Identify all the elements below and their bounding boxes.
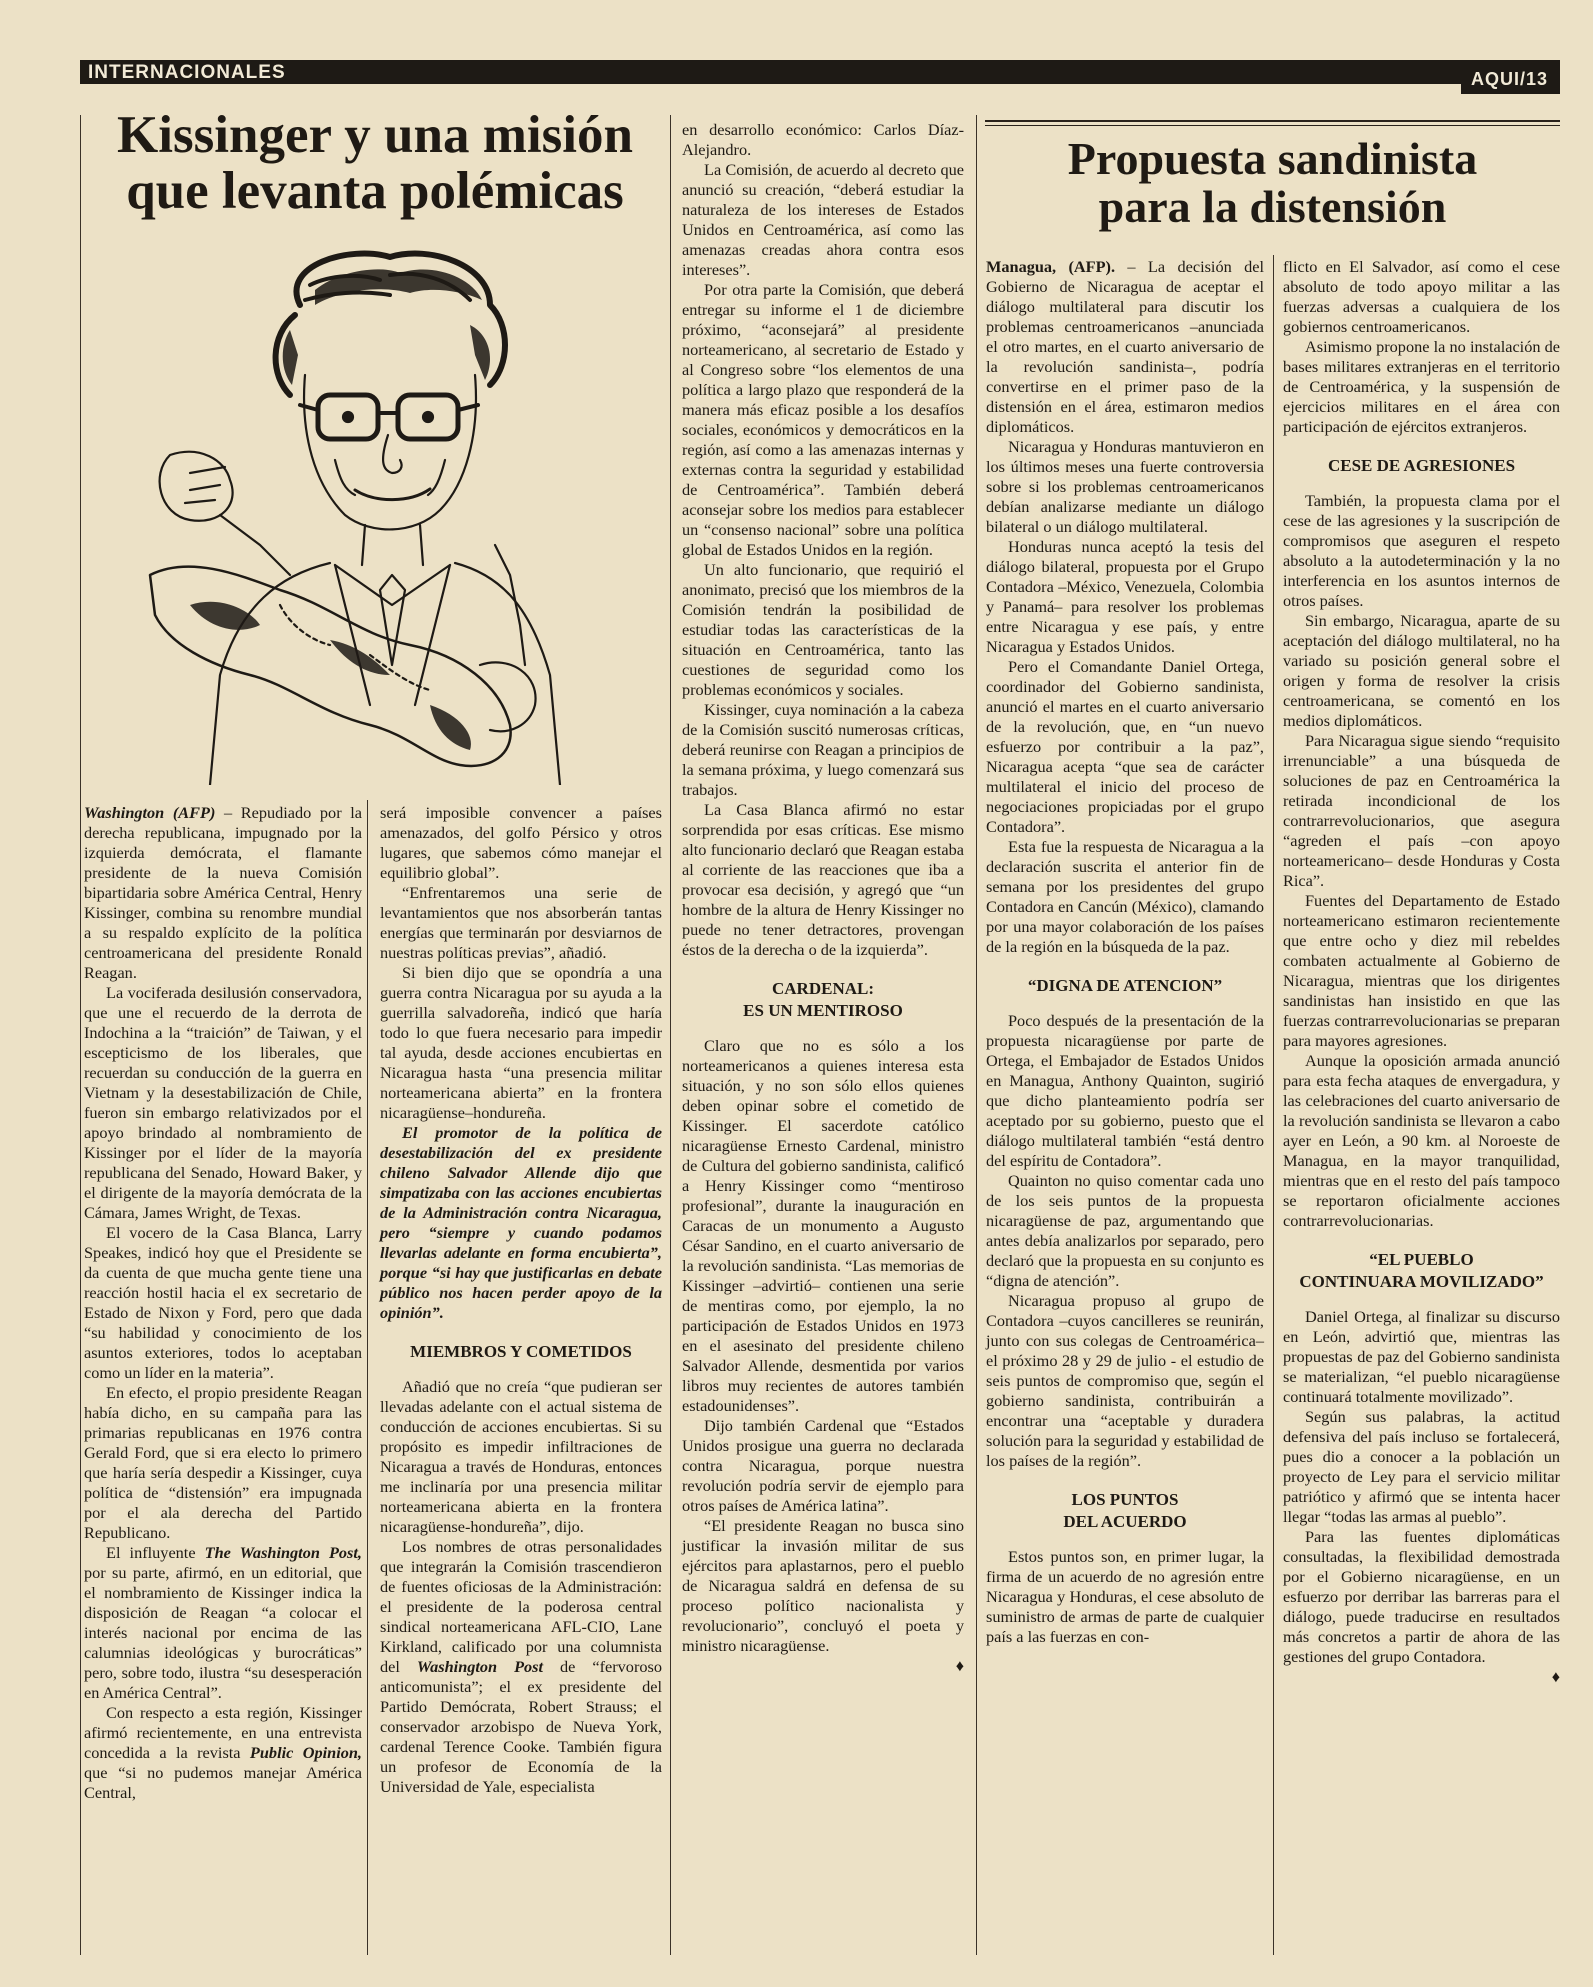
subheading-line: CARDENAL: — [772, 979, 874, 998]
paragraph: Nicaragua y Honduras mantuvieron en los últimos meses una fuerte controversia sobre si los problemas centroamericanos debían analizarse mediante un diálogo bilateral o un diálogo multilateral. — [986, 437, 1264, 536]
subheading-line: LOS PUNTOS — [1071, 1490, 1179, 1509]
paragraph: Asimismo propone la no instalación de bases militares extranjeras en el territorio de Centroamérica, y la suspensión de ejercicios militares en el área con participación de ejércitos extranjeros. — [1283, 337, 1560, 436]
paragraph: será imposible convencer a países amenazados, del golfo Pérsico y otros lugares, que sabemos cómo manejar el equilibrio global”. — [380, 803, 662, 882]
paragraph: Quainton no quiso comentar cada uno de los seis puntos de la propuesta nicaragüense de paz, argumentando que antes debía analizarlos por separado, pero declaró que la propuesta en su conjunto es “digna de atención”. — [986, 1171, 1264, 1290]
paragraph: En efecto, el propio presidente Reagan había dicho, en su campaña para las primarias republicanas en 1976 contra Gerald Ford, que si era electo lo primero que haría sería despedir a Kissinger, cuya política de “distensión” era impugnada por el ala derecha del Partido Republicano. — [84, 1383, 362, 1542]
article1-column-3 — [682, 120, 964, 1676]
subheading-line: “EL PUEBLO — [1369, 1250, 1474, 1269]
article2-column-2 — [1283, 257, 1560, 1687]
subheading-line: DEL ACUERDO — [1063, 1512, 1187, 1531]
paragraph-text: por su parte, afirmó, en un editorial, que el nombramiento de Kissinger indica la disposición de Reagan “a colocar el interés nacional por encima de las calumnias ideológicas y burocráticas” pero, sobre todo, ilustra “su desesperación en América Central”. — [84, 1563, 362, 1702]
paragraph: Aunque la oposición armada anunció para esta fecha ataques de envergadura, y las celebraciones del cuarto aniversario de la revolución sandinista se llevaron a cabo ayer en León, a 90 km. al Noroeste de Managua, en la mayor tranquilidad, mientras que en el resto del país tampoco se reportaron oficialmente acciones contrarrevolucionarias. — [1283, 1051, 1560, 1230]
article-headline: Kissinger y una misión que levanta polémicas — [117, 106, 633, 220]
paragraph: El vocero de la Casa Blanca, Larry Speakes, indicó hoy que el Presidente se da cuenta de que mucha gente tiene una reacción hostil hacia el ex secretario de Estado de Nixon y Ford, pero que dada “su habilidad y conocimiento de los asuntos exteriores, todos lo aceptaban como un líder en la materia”. — [84, 1223, 362, 1382]
paragraph: – Repudiado por la derecha republicana, impugnado por la izquierda demócrata, el flamante presidente de la nueva Comisión bipartidaria sobre América Central, Henry Kissinger, combina su renombre mundial a su respaldo explícito de la política centroamericana del presidente Ronald Reagan. — [84, 803, 362, 982]
subheading: “DIGNA DE ATENCION” — [1027, 976, 1223, 995]
paragraph: Añadió que no creía “que pudieran ser llevadas adelante con el actual sistema de conducción de acciones encubiertas. Si su propósito es impedir infiltraciones de Nicaragua a través de Honduras, entonces me inclinaría por una presencia militar norteamericana abierta en la frontera nicaragüense-hondureña”, dijo. — [380, 1377, 662, 1536]
subheading — [682, 978, 964, 1022]
paragraph: Para Nicaragua sigue siendo “requisito irrenunciable” a una búsqueda de soluciones de paz en Centroamérica la retirada incondicional de los contrarrevolucionarios, que asegura “agreden el país –con apoyo norteamericano– desde Honduras y Costa Rica”. — [1283, 731, 1560, 890]
paragraph: Daniel Ortega, al finalizar su discurso en León, advirtió que, mientras las propuestas de paz del Gobierno sandinista se materializan, “el pueblo nicaragüense continuará totalmente movilizado”. — [1283, 1307, 1560, 1406]
paragraph: Por otra parte la Comisión, que deberá entregar su informe el 1 de diciembre próximo, “aconsejará” al presidente norteamericano, al secretario de Estado y al Congreso sobre “los elementos de una política a largo plazo que responderá de la manera más eficaz posible a los desafíos sociales, económicos y democráticos en la región, así como a las amenazas internas y externas contra la seguridad y estabilidad de Centroamérica”. También deberá aconsejar sobre los medios para establecer un “consenso nacional” sobre una política global de Estados Unidos en la región. — [682, 280, 964, 559]
paragraph: Pero el Comandante Daniel Ortega, coordinador del Gobierno sandinista, anunció el martes en el cuarto aniversario de la revolución, que, en “un nuevo esfuerzo por contribuir a la paz”, Nicaragua acepta “que sea de carácter multilateral el inicio del proceso de negociaciones propiciadas por el grupo Contadora”. — [986, 657, 1264, 836]
paragraph-text: El influyente — [106, 1543, 205, 1562]
paragraph-text: que “si no pudemos manejar América Central, — [84, 1763, 362, 1802]
paragraph: Claro que no es sólo a los norteamericanos a quienes interesa esta situación, y no son sólo ellos quienes deben opinar sobre el cometido de Kissinger. El sacerdote católico nicaragüense Ernesto Cardenal, ministro de Cultura del gobierno sandinista, calificó a Henry Kissinger como “mentiroso profesional”, durante la inauguración en Caracas de un monumento a Augusto César Sandino, en el cuarto aniversario de la revolución sandinista. “Las memorias de Kissinger –advirtió– contienen una serie de mentiras como, por ejemplo, la no participación de Estados Unidos en 1973 en el asesinato del presidente chileno Salvador Allende, desmentida por varios libros muy recientes de autores también estadounidenses”. — [682, 1036, 964, 1415]
paragraph: Según sus palabras, la actitud defensiva del país incluso se fortalecerá, pues dio a conocer a la población un proyecto de Ley para el servicio militar patriótico y afirmó que se intenta hacer llegar “todas las armas al pueblo”. — [1283, 1407, 1560, 1526]
end-mark: ♦ — [1551, 1667, 1560, 1686]
paragraph-text: Los nombres de otras personalidades que integrarán la Comisión trascendieron de fuentes oficiosas de la Administración: el presidente de la poderosa central sindical norteamericana AFL-CIO, Lane Kirkland, calificado por una columnista del — [380, 1537, 662, 1676]
subheading — [986, 1489, 1264, 1533]
paragraph: Honduras nunca aceptó la tesis del diálogo bilateral, propuesta por el Grupo Contadora –México, Venezuela, Colombia y Panamá– para resolver los problemas entre Nicaragua y ese país, y entre Nicaragua y Estados Unidos. — [986, 537, 1264, 656]
section-title: INTERNACIONALES — [88, 62, 286, 83]
article2-column-1 — [986, 257, 1264, 1647]
dateline: Managua, (AFP). — [986, 257, 1116, 276]
paragraph-text: de “fervoroso anticomunista”; el ex presidente del Partido Demócrata, Robert Strauss; el conservador arzobispo de Nueva York, cardenal Terence Cooke. También figura un profesor de Economía de la Universidad de Yale, especialista — [380, 1657, 662, 1796]
column-rule — [367, 800, 368, 1955]
paragraph: La Casa Blanca afirmó no estar sorprendida por esas críticas. Ese mismo alto funcionario declaró que Reagan estaba al corriente de las reacciones que iba a provocar esa decisión, y agregó que “un hombre de la altura de Henry Kissinger no puede no tener detractores, provengan éstos de la derecha o de la izquierda”. — [682, 800, 964, 959]
paragraph: Si bien dijo que se opondría a una guerra contra Nicaragua por su ayuda a la guerrilla salvadoreña, indicó que haría todo lo que fuera necesario para impedir tal ayuda, desde acciones encubiertas en Nicaragua hasta “una presencia militar norteamericana abierta” en la frontera nicaragüense–hondureña. — [380, 963, 662, 1122]
paragraph: Dijo también Cardenal que “Estados Unidos prosigue una guerra no declarada contra Nicaragua, porque nuestra revolución podría servir de ejemplo para otros países de América latina”. — [682, 1416, 964, 1515]
paragraph: Sin embargo, Nicaragua, aparte de su aceptación del diálogo multilateral, no ha variado su posición general sobre el origen y forma de resolver la crisis centroamericana, se comentó en los medios diplomáticos. — [1283, 611, 1560, 730]
paragraph: flicto en El Salvador, así como el cese absoluto de todo apoyo militar a las fuerzas adversas a cualquiera de los gobiernos centroamericanos. — [1283, 257, 1560, 336]
paragraph: en desarrollo económico: Carlos Díaz-Alejandro. — [682, 120, 964, 159]
paragraph: “Enfrentaremos una serie de levantamientos que nos absorberán tantas energías que terminarán por desviarnos de nuestras políticas previas”, añadió. — [380, 883, 662, 962]
paragraph: La vociferada desilusión conservadora, que une el recuerdo de la derrota de Indochina a la “traición” de Taiwan, y el escepticismo de los liberales, que recuerdan su conducción de la guerra en Vietnam y la desestabilización de Chile, fueron sin embargo relativizados por el apoyo brindado al nombramiento de Kissinger por el líder de la mayoría republicana del Senado, Howard Baker, y el dirigente de la mayoría demócrata de la Cámara, James Wright, de Texas. — [84, 983, 362, 1222]
paragraph: Fuentes del Departamento de Estado norteamericano estimaron recientemente que entre ocho y diez mil rebeldes combaten actualmente al Gobierno de Nicaragua, mientras que los dirigentes sandinistas han insistido en que las fuerzas contrarrevolucionarias se preparan para mayores agresiones. — [1283, 891, 1560, 1050]
paragraph: – La decisión del Gobierno de Nicaragua de aceptar el diálogo multilateral para discutir los problemas centroamericanos –anunciada el otro martes, en el cuarto aniversario de la revolución sandinista–, podría convertirse en el primer paso de la distensión en el área, estimaron medios diplomáticos. — [986, 257, 1264, 436]
publication-name: Public Opinion, — [249, 1743, 362, 1762]
paragraph: La Comisión, de acuerdo al decreto que anunció su creación, “deberá estudiar la naturaleza de los intereses de Estados Unidos en Centroamérica, así como las amenazas creadas ahora contra esos intereses”. — [682, 160, 964, 279]
paragraph: “El presidente Reagan no busca sino justificar la invasión militar de sus ejércitos para aplastarnos, pero el pueblo de Nicaragua saldrá en defensa de su proceso político nacionalista y revolucionario”, concluyó el poeta y ministro nicaragüense. — [682, 1516, 964, 1655]
dateline: Washington (AFP) — [84, 803, 216, 822]
end-mark: ♦ — [955, 1656, 964, 1675]
subheading: MIEMBROS Y COMETIDOS — [410, 1342, 632, 1361]
article1-column-1 — [84, 803, 362, 1803]
headline-line: Propuesta sandinista — [1067, 133, 1478, 184]
paragraph: También, la propuesta clama por el cese de las agresiones y la suscripción de compromisos que aseguren el respeto absoluto a la autodeterminación y la no interferencia en los asuntos internos de otros países. — [1283, 491, 1560, 610]
kissinger-caricature — [130, 245, 610, 785]
paragraph: Estos puntos son, en primer lugar, la firma de un acuerdo de no agresión entre Nicaragua y Honduras, el cese absoluto de suministro de armas de parte de cualquier país a las fuerzas en con- — [986, 1547, 1264, 1646]
headline-rule — [985, 120, 1560, 122]
column-rule — [1273, 255, 1274, 1955]
section-header-bar — [80, 60, 1560, 84]
paragraph: Nicaragua propuso al grupo de Contadora –cuyos cancilleres se reunirán, junto con sus colegas de Centroamérica– el próximo 28 y 29 de julio - el estudio de seis puntos de compromiso que, según el gobierno sandinista, contribuirán a encontrar una “aceptable y duradera solución para la seguridad y estabilidad de los países de la región”. — [986, 1291, 1264, 1470]
subheading — [1283, 1249, 1560, 1293]
page-number: AQUI/13 — [1471, 69, 1549, 89]
paragraph: Esta fue la respuesta de Nicaragua a la declaración suscrita el anterior fin de semana por los presidentes del grupo Contadora en Cancún (México), clamando por una mayor colaboración de los países de la región en la búsqueda de la paz. — [986, 837, 1264, 956]
paragraph: Para las fuentes diplomáticas consultadas, la flexibilidad demostrada por el Gobierno nicaragüense, en un esfuerzo por derribar las barreras para el diálogo, puede traducirse en resultados más concretos a partir de ahora de las gestiones del grupo Contadora. — [1283, 1527, 1560, 1666]
headline-line: para la distensión — [1098, 181, 1447, 233]
paragraph: Poco después de la presentación de la propuesta nicaragüense por parte de Ortega, el Embajador de Estados Unidos en Managua, Anthony Quainton, sugirió que dicho planteamiento podría ser aceptado por su gobierno, puesto que el diálogo multilateral también “está dentro del espíritu de Contadora”. — [986, 1011, 1264, 1170]
paragraph-text: Con respecto a esta región, Kissinger afirmó recientemente, en una entrevista concedida a la revista — [84, 1703, 362, 1762]
article1-column-2 — [380, 803, 662, 1797]
paragraph: Kissinger, cuya nominación a la cabeza de la Comisión suscitó numerosas críticas, deberá reunirse con Reagan a principios de la semana próxima, y luego comenzará sus trabajos. — [682, 700, 964, 799]
article-headline — [985, 135, 1560, 232]
publication-name: Washington Post — [416, 1657, 544, 1676]
left-margin-rule — [80, 115, 81, 1955]
subheading: CESE DE AGRESIONES — [1327, 456, 1516, 475]
headline-rule — [985, 125, 1560, 126]
column-rule — [976, 115, 977, 1955]
paragraph: Un alto funcionario, que requirió el anonimato, precisó que los miembros de la Comisión tendrán la posibilidad de estudiar todas las características de la situación en Centroamérica, tanto las cuestiones de seguridad como los problemas económicos y sociales. — [682, 560, 964, 699]
publication-name: The Washington Post, — [204, 1543, 362, 1562]
paragraph-highlight: El promotor de la política de desestabilización del ex presidente chileno Salvador Allende dijo que simpatizaba con las acciones encubiertas de la Administración contra Nicaragua, pero “siempre y cuando podamos llevarlas adelante en forma encubierta”, porque “si hay que justificarlas en debate público nos hacen perder apoyo de la opinión”. — [380, 1123, 662, 1322]
subheading-line: CONTINUARA MOVILIZADO” — [1299, 1272, 1544, 1291]
subheading-line: ES UN MENTIROSO — [743, 1001, 903, 1020]
column-rule — [670, 115, 671, 1955]
